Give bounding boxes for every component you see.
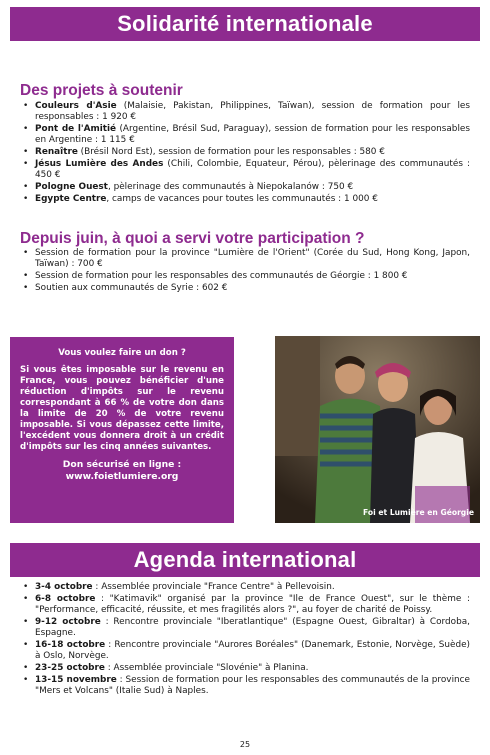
group-photo <box>275 336 480 523</box>
agenda-text: : Assemblée provinciale "Slovénie" à Planina. <box>104 663 309 673</box>
agenda-item <box>20 675 470 697</box>
agenda-date: 16-18 octobre <box>35 640 106 650</box>
list-item <box>20 147 470 158</box>
list-item <box>20 124 470 146</box>
agenda-text: : Session de formation pour les responsables des communautés de la province "Mers et Volcans" (Italie Sud) à Naples. <box>35 675 470 696</box>
project-name: Jésus Lumière des Andes <box>35 159 164 169</box>
donation-secure-label: Don sécurisé en ligne : <box>62 459 182 470</box>
project-text: (Brésil Nord Est), session de formation pour les responsables : 580 € <box>77 147 385 157</box>
list-item: • Soutien aux communautés de Syrie : 602 € <box>20 283 470 294</box>
heading-projects: Des projets à soutenir <box>20 82 183 99</box>
agenda-text: : Rencontre provinciale "Aurores Boréales" (Danemark, Estonie, Norvège, Suède) à Oslo, Norvège. <box>35 640 470 661</box>
donation-text: Si vous êtes imposable sur le revenu en France, vous pouvez bénéficier d'une réduction d'impôts sur le revenu correspondant à 66 % de votre don dans la limite de 20 % de votre revenu imposable. Si vous dépassez cette limite, l'excédent vous donnera droit à un crédit d'impôts sur les cinq années suivantes. <box>20 365 224 452</box>
agenda-date: 13-15 novembre <box>35 675 117 685</box>
project-name: Renaître <box>35 147 78 157</box>
list-item <box>20 101 470 123</box>
project-text: (Chili, Colombie, Equateur, Pérou), pèlerinage des communautés : 450 € <box>35 159 470 180</box>
agenda-item <box>20 640 470 662</box>
agenda-item <box>20 582 470 593</box>
agenda-date: 23-25 octobre <box>35 663 105 673</box>
heading-participation: Depuis juin, à quoi a servi votre participation ? <box>20 230 365 247</box>
project-text: , pèlerinage des communautés à Niepokalanów : 750 € <box>107 182 354 192</box>
project-text: , camps de vacances pour toutes les communautés : 1 000 € <box>106 194 378 204</box>
list-item: • Session de formation pour les responsables des communautés de Géorgie : 1 800 € <box>20 271 470 282</box>
agenda-text: : Assemblée provinciale "France Centre" à Pellevoisin. <box>92 582 335 592</box>
project-name: Pont de l'Amitié <box>35 124 117 134</box>
photo-caption: Foi et Lumière en Géorgie <box>363 508 474 517</box>
agenda-date: 6-8 octobre <box>35 594 96 604</box>
list-item <box>20 159 470 181</box>
project-text: (Argentine, Brésil Sud, Paraguay), session de formation pour les responsables en Argentine : 1 115 € <box>35 124 470 145</box>
page-number: 25 <box>239 740 251 749</box>
donation-box <box>10 337 234 523</box>
project-name: Pologne Ouest <box>35 182 108 192</box>
project-text: (Malaisie, Pakistan, Philippines, Taïwan), session de formation pour les responsables : 1 920 € <box>35 101 471 122</box>
agenda-item <box>20 617 470 639</box>
section-banner-solidarity: Solidarité internationale <box>10 7 480 41</box>
agenda-item <box>20 663 470 674</box>
list-item <box>20 194 470 205</box>
project-name: Egypte Centre <box>35 194 107 204</box>
donation-question: Vous voulez faire un don ? <box>58 348 186 358</box>
list-item <box>20 182 470 193</box>
photo-illustration <box>275 336 480 523</box>
agenda-text: : "Katimavik" organisé par la province "Ile de France Ouest", sur le thème : "Performance, efficacité, réussite, et mes fragilités alors ?", au foyer de charité de Poissy. <box>35 594 470 615</box>
agenda-date: 9-12 octobre <box>35 617 101 627</box>
projects-list <box>20 101 470 206</box>
agenda-item <box>20 594 470 616</box>
agenda-text: : Rencontre provinciale "Iberatlantique" (Espagne Ouest, Gibraltar) à Cordoba, Espagne. <box>35 617 470 638</box>
section-banner-agenda: Agenda international <box>10 543 480 577</box>
participation-list <box>20 248 470 295</box>
donation-link[interactable]: www.foietlumiere.org <box>65 471 179 482</box>
agenda-date: 3-4 octobre <box>35 582 93 592</box>
list-item: • Session de formation pour la province "Lumière de l'Orient" (Corée du Sud, Hong Kong, Japon, Taïwan) : 700 € <box>20 248 470 270</box>
agenda-list <box>20 582 470 698</box>
project-name: Couleurs d'Asie <box>35 101 117 111</box>
